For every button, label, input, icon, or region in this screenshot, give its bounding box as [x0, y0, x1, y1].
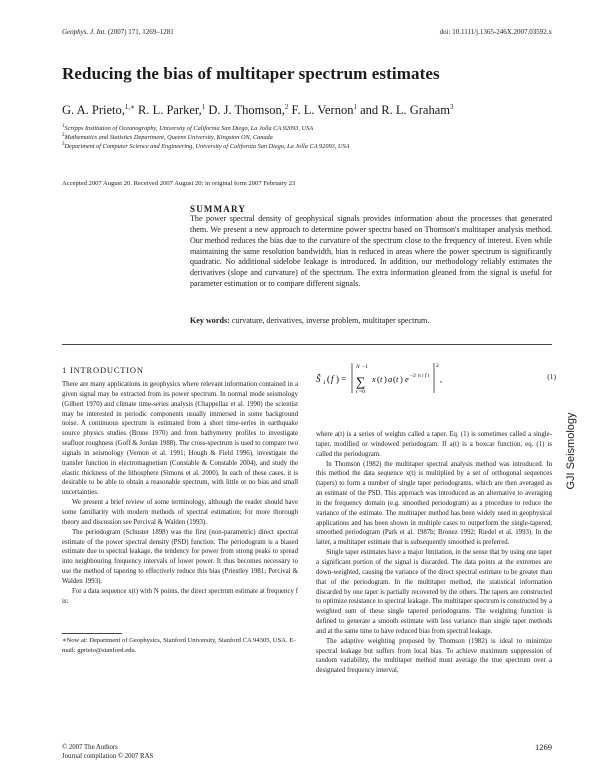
- svg-text:f: f: [331, 374, 334, 384]
- paragraph: where a(t) is a series of weights called a taper. Eq. (1) is sometimes called a single-taper, modified or windowed periodogram. If a(t) is a boxcar function, eq. (1) is called the periodogram.: [316, 431, 552, 458]
- copyright-authors: © 2007 The Authors: [62, 744, 118, 751]
- paragraph: There are many applications in geophysics where relevant information contained in a given signal may be extracted from its power spectrum. In normal mode seismology (Gilbert 1970) and climate time-series analysis (Chappellaz et al. 1990) the scientist may be interested in periodic components usually immersed in some background noise. A continuous spectrum is estimated from a short time-series in earthquake source physics studies (Brune 1970) and from bathymetry profiles to investigate seafloor roughness (Goff & Jordan 1988). The cross-spectrum is used to compare two signals in seismology (Vernon et al. 1991; Hough & Field 1996), investigate the transfer function in electromagnetism (Constable & Constable 2004), and study the elastic thickness of the lithosphere (Simons et al. 2000). In each of these cases, it is desirable to be able to obtain a reasonable spectrum, with little or no bias and small uncertainties.: [62, 381, 298, 497]
- section-sidebar: [562, 376, 580, 526]
- author-prieto: G. A. Prieto,: [62, 103, 125, 118]
- svg-text:1: 1: [323, 380, 326, 386]
- keywords-list: curvature, derivatives, inverse problem, multitaper spectrum.: [229, 316, 430, 325]
- svg-text:(: (: [327, 374, 330, 384]
- svg-text:t: t: [380, 374, 383, 384]
- svg-text:t: t: [356, 389, 358, 395]
- author-parker-sup: 1: [201, 103, 206, 111]
- keywords-label: Key words:: [190, 316, 230, 325]
- svg-text:i f t: i f t: [422, 373, 430, 379]
- author-prieto-sup: 1,∗: [124, 103, 135, 111]
- footer-copyright: [62, 743, 153, 761]
- author-vernon: F. L. Vernon: [288, 103, 354, 118]
- svg-text:) =: ) =: [336, 374, 347, 384]
- paragraph: In Thomson (1982) the multitaper spectral analysis method was introduced. In this method the data sequence x(t) is multiplied by a set of orthogonal sequences (tapers) to form a number of single taper periodograms, which are then averaged as an estimate of the PSD. This approach was introduced as an alternative to averaging in the frequency domain (e.g. smoothed periodogram) as a procedure to reduce the variance of the estimate. The multitaper method has been widely used in geophysical applications and has been shown in multiple cases to outperform the single-tapered, smoothed periodogram (Park et al. 1987b; Bronez 1992; Riedel et al. 1993). In the latter, a multitaper estimate that is subsequently smoothed is preferred.: [316, 460, 552, 547]
- svg-text:x: x: [372, 374, 376, 384]
- svg-text:2: 2: [436, 363, 439, 369]
- svg-text:,: ,: [440, 374, 443, 384]
- summary-heading: SUMMARY: [190, 204, 247, 214]
- svg-text:(: (: [393, 374, 396, 384]
- equation-graphic: [316, 357, 516, 397]
- summary-text: The power spectral density of geophysical signals provides information about the processes that generated them. We present a new approach to determine power spectra based on Thomson's multitaper analysis method. Our method reduces the bias due to the curvature of the spectrum close to the frequency of interest. Even while maintaining the same resolution bandwidth, bias is reduced in areas where the power spectrum is significantly quadratic. No additional sidelobe leakage is introduced. In addition, our methodology reliably estimates the derivatives (slope and curvature) of the spectrum. The extra information gleaned from the signal is useful for parameter estimation or to compare different signals.: [190, 214, 552, 289]
- svg-text:=0: =0: [359, 389, 365, 395]
- svg-text:a: a: [388, 374, 393, 384]
- journal-name: Geophys. J. Int.: [62, 28, 107, 36]
- svg-text:e: e: [405, 374, 409, 384]
- paragraph: The adaptive weighting proposed by Thomson (1982) is ideal to minimize spectral leakage but suffers from local bias. To achieve maximum suppression of random variability, the multitaper method must average the true spectrum over a designated frequency interval,: [316, 637, 552, 675]
- author-graham-sup: 3: [450, 103, 454, 111]
- equation-1: [316, 357, 556, 397]
- author-thomson: D. J. Thomson,: [205, 103, 285, 118]
- left-column: [62, 380, 298, 606]
- svg-text:N: N: [356, 364, 360, 370]
- journal-citation: [62, 28, 174, 36]
- author-thomson-sup: 2: [284, 103, 289, 111]
- footnote-divider: [62, 633, 122, 634]
- paragraph: We present a brief review of some terminology, although the reader should have some familiarity with modern methods of spectral estimation; for more thorough theory and discussion see Percival & Walden (1993).: [62, 499, 298, 526]
- svg-text:−1: −1: [362, 364, 368, 370]
- divider: [62, 344, 552, 345]
- paragraph: For a data sequence x(t) with N points, the direct spectrum estimate at frequency f is:: [62, 587, 298, 605]
- keywords: [190, 316, 429, 325]
- paragraph: Single taper estimates have a major limitation, in the sense that by using one taper a significant portion of the signal is discarded. The data points at the extremes are down-weighted, causing the variance of the direct spectral estimate to be greater than that of the periodogram. In the multitaper method, the statistical information discarded by one taper is partially recovered by the others. The tapers are constructed to optimize resistance to spectral leakage. The multitaper spectrum is constructed by a weighted sum of these single tapered periodograms. The weighting function is defined to generate a smooth estimate with less variance than single taper methods and at the same time to have reduced bias from spectral leakage.: [316, 549, 552, 635]
- svg-text:π: π: [418, 373, 421, 379]
- copyright-journal: Journal compilation © 2007 RAS: [62, 753, 154, 760]
- right-column: [316, 430, 552, 676]
- doi[interactable]: doi: 10.1111/j.1365-246X.2007.03592.x: [439, 28, 552, 36]
- affiliation-1: $^1$Scripps Institution of Oceanography, University of California San Diego, La Jolla CA 92093, USA: [62, 124, 314, 133]
- svg-text:(: (: [377, 374, 380, 384]
- svg-text:): ): [384, 374, 387, 384]
- svg-text:−2: −2: [410, 373, 416, 379]
- page-number: 1269: [535, 742, 552, 752]
- svg-text:t: t: [396, 374, 399, 384]
- svg-text:∑: ∑: [356, 374, 366, 389]
- section-heading: 1 INTRODUCTION: [62, 365, 144, 375]
- paragraph: The periodogram (Schuster 1898) was the first (non-parametric) direct spectral estimate of the power spectral density (PSD) function. The periodogram is a biased estimate due to spectral leakage, the tendency for power from strong peaks to spread into neighbouring frequency intervals of lower power. It thus becomes necessary to use the method of tapering to effectively reduce this bias (Priestley 1981; Percival & Walden 1993).: [62, 528, 298, 585]
- svg-text:): ): [400, 374, 403, 384]
- paper-title: Reducing the bias of multitaper spectrum estimates: [62, 64, 440, 83]
- footnote: ∗Now at: Department of Geophysics, Stanford University, Stanford CA 94305, USA. E-mail: gprieto@stanford.edu.: [62, 637, 296, 654]
- author-parker: R. L. Parker,: [134, 103, 202, 118]
- author-vernon-sup: 1: [353, 103, 357, 111]
- affiliation-3: $^3$Department of Computer Science and Engineering, University of California San Diego, La Jolla CA 92093, USA: [62, 142, 350, 151]
- author-list: [62, 103, 454, 118]
- sidebar-label: GJI Seismology: [565, 412, 577, 490]
- affiliation-2: $^2$Mathematics and Statistics Department, Queens University, Kingston ON, Canada: [62, 133, 273, 142]
- equation-number: (1): [547, 372, 556, 381]
- author-graham: and R. L. Graham: [356, 103, 450, 118]
- journal-volume: (2007) 171, 1269–1281: [107, 28, 174, 36]
- svg-text:Ŝ: Ŝ: [316, 374, 321, 384]
- accepted-dates: Accepted 2007 August 20. Received 2007 August 20; in original form 2007 February 23: [62, 180, 296, 187]
